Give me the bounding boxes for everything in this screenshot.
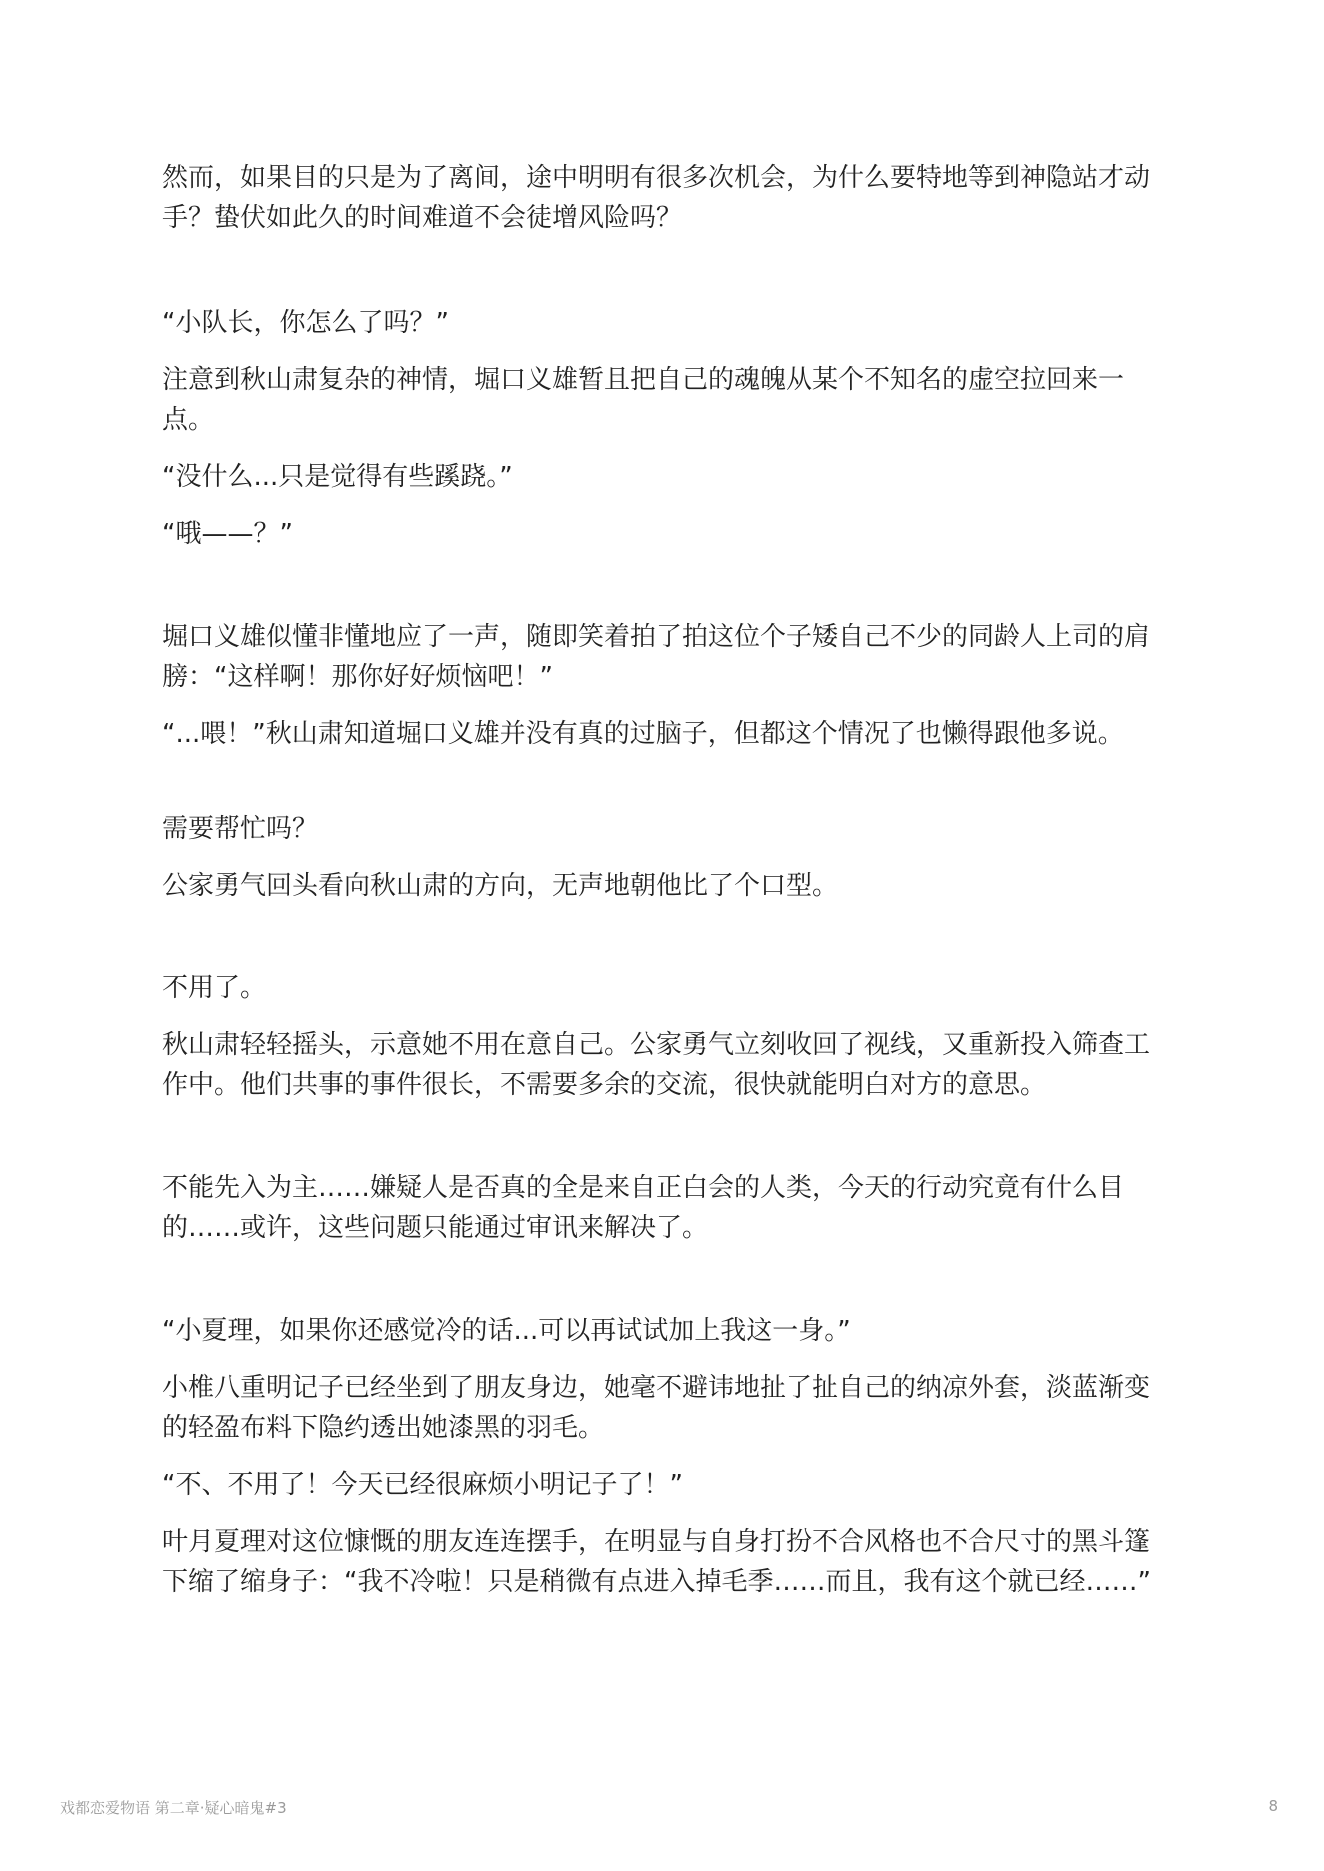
dialogue-line: “哦——？”: [162, 519, 293, 549]
paragraph: 需要帮忙吗？: [162, 814, 319, 844]
dialogue-line: “没什么...只是觉得有些蹊跷。”: [162, 462, 513, 492]
paragraph: 堀口义雄似懂非懂地应了一声，随即笑着拍了拍这位个子矮自己不少的同龄人上司的肩膀：“这样啊！那你好好烦恼吧！”: [162, 622, 1151, 692]
page-number: 8: [1268, 1797, 1278, 1815]
paragraph: 注意到秋山肃复杂的神情，堀口义雄暂且把自己的魂魄从某个不知名的虚空拉回来一点。: [162, 365, 1125, 435]
page-body: [162, 158, 1162, 1602]
dialogue-line: “小夏理，如果你还感觉冷的话...可以再试试加上我这一身。”: [162, 1316, 851, 1346]
paragraph: 小椎八重明记子已经坐到了朋友身边，她毫不避讳地扯了扯自己的纳凉外套，淡蓝渐变的轻盈布料下隐约透出她漆黑的羽毛。: [162, 1373, 1151, 1443]
paragraph: 不用了。: [162, 973, 267, 1003]
paragraph: 然而，如果目的只是为了离间，途中明明有很多次机会，为什么要特地等到神隐站才动手？蛰伏如此久的时间难道不会徒增风险吗？: [162, 163, 1151, 233]
paragraph: 秋山肃轻轻摇头，示意她不用在意自己。公家勇气立刻收回了视线，又重新投入筛查工作中。他们共事的事件很长，不需要多余的交流，很快就能明白对方的意思。: [162, 1030, 1151, 1100]
paragraph: 不能先入为主……嫌疑人是否真的全是来自正白会的人类，今天的行动究竟有什么目的……或许，这些问题只能通过审讯来解决了。: [162, 1173, 1125, 1243]
dialogue-line: “不、不用了！今天已经很麻烦小明记子了！”: [162, 1470, 683, 1500]
paragraph: 公家勇气回头看向秋山肃的方向，无声地朝他比了个口型。: [162, 871, 839, 901]
paragraph: 叶月夏理对这位慷慨的朋友连连摆手，在明显与自身打扮不合风格也不合尺寸的黑斗篷下缩了缩身子：“我不冷啦！只是稍微有点进入掉毛季……而且，我有这个就已经……”: [162, 1527, 1151, 1597]
paragraph: “...喂！”秋山肃知道堀口义雄并没有真的过脑子，但都这个情况了也懒得跟他多说。: [162, 719, 1124, 749]
dialogue-line: “小队长，你怎么了吗？”: [162, 308, 449, 338]
footer-title: 戏都恋爱物语 第二章·疑心暗鬼#3: [60, 1799, 287, 1817]
